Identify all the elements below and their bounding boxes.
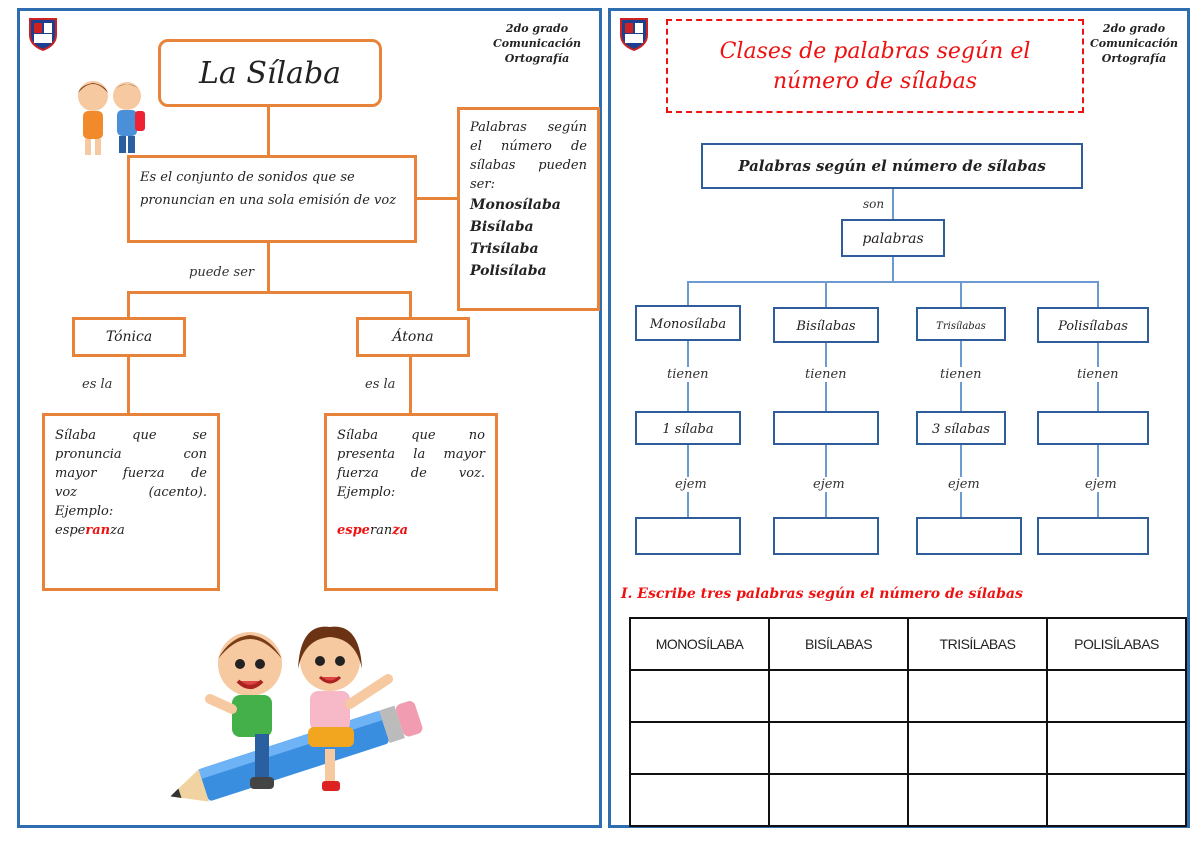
table-row (630, 722, 1186, 774)
list-item: Trisílaba (470, 241, 539, 257)
topic-label: Ortografía (504, 52, 570, 65)
table-header-cell: BISÍLABAS (769, 618, 908, 670)
title-box (666, 19, 1084, 113)
example-answer-box[interactable] (773, 517, 879, 555)
category-box-trisilabas: Trisílabas (916, 307, 1006, 341)
answer-cell[interactable] (769, 774, 908, 826)
atona-description-box (324, 413, 498, 591)
example-answer-box[interactable] (1037, 517, 1149, 555)
answer-cell[interactable] (1047, 722, 1186, 774)
atona-label: Átona (392, 329, 434, 345)
syllable-box: 3 sílabas (916, 411, 1006, 445)
connector-ejem: ejem (675, 477, 707, 492)
list-item: Bisílaba (470, 219, 534, 235)
answer-cell[interactable] (769, 670, 908, 722)
answer-cell[interactable] (908, 670, 1047, 722)
page-title-line1: Clases de palabras según el (719, 39, 1031, 64)
classification-intro: Palabras según el número de sílabas pueden ser: (470, 120, 587, 192)
connector-line (127, 357, 130, 413)
answer-cell[interactable] (1047, 774, 1186, 826)
grade-label: 2do grado (505, 22, 569, 35)
connector-line (267, 243, 270, 293)
table-header-cell: TRISÍLABAS (908, 618, 1047, 670)
connector-son: son (863, 197, 885, 211)
exercise-table (629, 617, 1187, 827)
syllable-box: 1 sílaba (635, 411, 741, 445)
tonica-description-box (42, 413, 220, 591)
table-header-cell: POLISÍLABAS (1047, 618, 1186, 670)
connector-ejem: ejem (1085, 477, 1117, 492)
root-box (701, 143, 1083, 189)
answer-cell[interactable] (908, 722, 1047, 774)
answer-cell[interactable] (769, 722, 908, 774)
syllable-answer-box[interactable] (773, 411, 879, 445)
example-answer-box[interactable] (635, 517, 741, 555)
connector-line (960, 281, 962, 307)
answer-cell[interactable] (630, 722, 769, 774)
connector-tienen: tienen (805, 367, 847, 382)
atona-example: esperanza (337, 523, 409, 538)
palabras-box (841, 219, 945, 257)
table-header-row (630, 618, 1186, 670)
kids-on-pencil-illustration (160, 609, 430, 821)
syllable-answer-box[interactable] (1037, 411, 1149, 445)
list-item: Polisílaba (470, 263, 547, 279)
left-worksheet (17, 8, 602, 828)
header-grade-info (482, 21, 592, 66)
category-box-monosilaba: Monosílaba (635, 305, 741, 341)
connector-tienen: tienen (667, 367, 709, 382)
page-title: La Sílaba (198, 55, 342, 91)
connector-line (1097, 281, 1099, 307)
table-header-cell: MONOSÍLABA (630, 618, 769, 670)
tonica-description: Sílaba que se pronuncia con mayor fuerza de voz (acento). Ejemplo: esperanza (55, 428, 207, 538)
atona-box (356, 317, 470, 357)
title-box (158, 39, 382, 107)
subject-label: Comunicación (1090, 37, 1178, 50)
connector-line (687, 281, 1097, 283)
connector-line (409, 357, 412, 413)
definition-text: Es el conjunto de sonidos que se pronuncian en una sola emisión de voz (140, 170, 397, 208)
answer-cell[interactable] (630, 774, 769, 826)
answer-cell[interactable] (1047, 670, 1186, 722)
connector-line (127, 291, 130, 319)
connector-es-la-left: es la (82, 377, 113, 392)
school-crest-icon (28, 17, 58, 51)
answer-cell[interactable] (908, 774, 1047, 826)
connector-line (409, 291, 412, 319)
connector-line (127, 291, 412, 294)
connector-line (687, 281, 689, 305)
tonica-label: Tónica (105, 329, 153, 345)
connector-ejem: ejem (813, 477, 845, 492)
header-grade-info (1081, 21, 1187, 66)
connector-puede-ser: puede ser (185, 265, 258, 280)
topic-label: Ortografía (1101, 52, 1167, 65)
exercise-title: I. Escribe tres palabras según el número de sílabas (621, 586, 1023, 602)
atona-description: Sílaba que no presenta la mayor fuerza de voz. Ejemplo: esperanza (337, 428, 485, 538)
definition-box (127, 155, 417, 243)
connector-es-la-right: es la (365, 377, 396, 392)
connector-line (417, 197, 457, 200)
list-item: Monosílaba (470, 197, 561, 213)
palabras-label: palabras (862, 231, 924, 247)
school-crest-icon (619, 17, 649, 51)
connector-tienen: tienen (1077, 367, 1119, 382)
category-box-bisilabas: Bisílabas (773, 307, 879, 343)
tonica-example: esperanza (55, 523, 125, 538)
answer-cell[interactable] (630, 670, 769, 722)
classification-box (457, 107, 600, 311)
connector-ejem: ejem (948, 477, 980, 492)
kids-illustration-small (65, 71, 155, 161)
table-row (630, 774, 1186, 826)
category-box-polisilabas: Polisílabas (1037, 307, 1149, 343)
connector-line (892, 189, 894, 221)
connector-line (892, 257, 894, 283)
connector-line (825, 281, 827, 307)
example-answer-box[interactable] (916, 517, 1022, 555)
root-label: Palabras según el número de sílabas (738, 157, 1046, 175)
table-row (630, 670, 1186, 722)
connector-tienen: tienen (940, 367, 982, 382)
classification-list (470, 194, 587, 282)
connector-line (267, 107, 270, 155)
page-title-line2: número de sílabas (772, 69, 978, 94)
grade-label: 2do grado (1102, 22, 1166, 35)
right-worksheet (608, 8, 1190, 828)
subject-label: Comunicación (493, 37, 581, 50)
tonica-box (72, 317, 186, 357)
